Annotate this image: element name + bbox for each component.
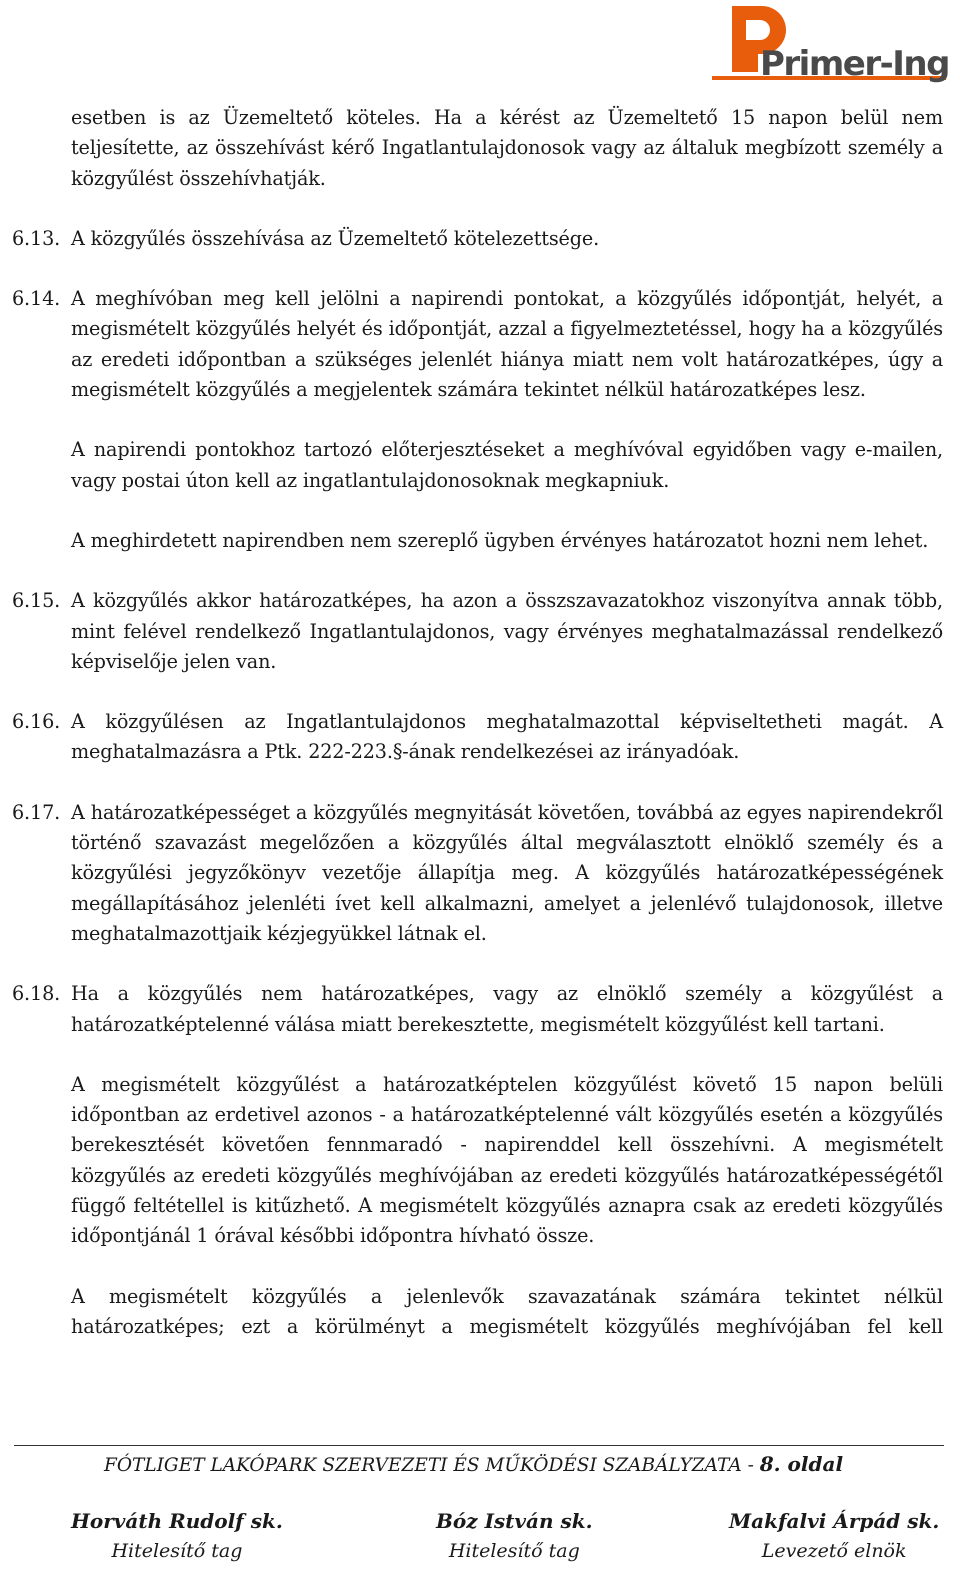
- page-number: 8. oldal: [759, 1452, 844, 1476]
- signatory-role: Levezető elnök: [761, 1540, 907, 1562]
- footer-document-title: FÓTLIGET LAKÓPARK SZERVEZETI ÉS MŰKÖDÉSI SZABÁLYZATA -: [104, 1455, 760, 1476]
- paragraph-megismetelt-1: A megismételt közgyűlést a határozatképtelen közgyűlést követő 15 napon belüli időpontban az erdetivel azonos - a határozatképtelenné vált közgyűlés esetén a közgyűlés berekesztését követően fennmaradó - napirenddel kell összehívni. A megismételt közgyűlés az eredeti közgyűlés meghívójában az eredeti közgyűlés határozatképességétől függő feltétellel is kitűzhető. A megismételt közgyűlés aznapra csak az eredeti közgyűlés időpontjánál 1 órával későbbi időpontra hívható össze.: [71, 1072, 943, 1248]
- signatory-name: Bóz István sk.: [436, 1509, 593, 1533]
- paragraph-meghirdetett: A meghirdetett napirendben nem szereplő ügyben érvényes határozatot hozni nem lehet.: [71, 528, 929, 552]
- section-6-14: [12, 284, 943, 405]
- signature-block-1: [71, 1506, 283, 1566]
- section-number: 6.18.: [12, 982, 61, 1006]
- signatory-role: Hitelesítő tag: [111, 1540, 243, 1562]
- signature-block-3: [729, 1506, 939, 1566]
- section-number: 6.13.: [12, 226, 61, 250]
- section-number: 6.16.: [12, 710, 61, 734]
- section-text: A közgyűlés összehívása az Üzemeltető kötelezettsége.: [71, 226, 600, 250]
- logo-text: Primer-Ing: [760, 44, 949, 84]
- section-number: 6.14.: [12, 287, 61, 311]
- section-text: A meghívóban meg kell jelölni a napirendi pontokat, a közgyűlés időpontját, helyét, a megismételt közgyűlés helyét és időpontját, azzal a figyelmeztetéssel, hogy ha a közgyűlés az eredeti időpontban a szükséges jelenlét hiánya miatt nem volt határozatképes, úgy a megismételt közgyűlés a megjelentek számára tekintet nélkül határozatképes lesz.: [71, 287, 943, 402]
- section-6-16: [12, 707, 943, 768]
- section-number: 6.17.: [12, 800, 61, 824]
- paragraph-megismetelt-2: A megismételt közgyűlés a jelenlevők szavazatának számára tekintet nélkül határozatképes; ezt a körülményt a megismételt közgyűlés meghívójában fel kell: [71, 1284, 943, 1338]
- section-6-15: [12, 586, 943, 677]
- signature-block-2: [436, 1506, 593, 1566]
- primer-ing-logo: [712, 2, 952, 92]
- section-6-18: [12, 979, 943, 1040]
- section-text: A közgyűlésen az Ingatlantulajdonos meghatalmazottal képviseltetheti magát. A meghatalmazásra a Ptk. 222-223.§-ának rendelkezései az irányadóak.: [71, 710, 943, 764]
- section-6-17: [12, 798, 943, 949]
- section-text: A határozatképességet a közgyűlés megnyitását követően, továbbá az egyes napirendekről történő szavazást megelőzően a közgyűlés által megválasztott elnöklő személy és a közgyűlési jegyzőkönyv vezetője állapítja meg. A közgyűlés határozatképességének megállapításához jelenléti ívet kell alkalmazni, amelyet a jelenlévő tulajdonosok, illetve meghatalmazottjaik kézjegyükkel látnak el.: [71, 800, 943, 945]
- section-text: Ha a közgyűlés nem határozatképes, vagy az elnöklő személy a közgyűlést a határozatképtelenné válása miatt berekesztette, megismételt közgyűlést kell tartani.: [71, 982, 943, 1036]
- footer-title: [104, 1450, 843, 1480]
- signatory-name: Makfalvi Árpád sk.: [729, 1509, 940, 1533]
- paragraph-continuation: esetben is az Üzemeltető köteles. Ha a kérést az Üzemeltető 15 napon belül nem teljesítette, az összehívást kérő Ingatlantulajdonosok vagy az általuk megbízott személy a közgyűlést összehívhatják.: [71, 106, 943, 190]
- section-6-13: [12, 224, 943, 254]
- footer-divider: [14, 1445, 944, 1446]
- document-body: [12, 103, 943, 1372]
- section-number: 6.15.: [12, 589, 61, 613]
- signatory-name: Horváth Rudolf sk.: [71, 1509, 283, 1533]
- section-text: A közgyűlés akkor határozatképes, ha azon a összszavazatokhoz viszonyítva annak több, mint felével rendelkező Ingatlantulajdonos, vagy érvényes meghatalmazással rendelkező képviselője jelen van.: [71, 589, 943, 673]
- paragraph-napirendi: A napirendi pontokhoz tartozó előterjesztéseket a meghívóval egyidőben vagy e-mailen, vagy postai úton kell az ingatlantulajdonosoknak megkapniuk.: [71, 438, 943, 492]
- signatory-role: Hitelesítő tag: [448, 1540, 580, 1562]
